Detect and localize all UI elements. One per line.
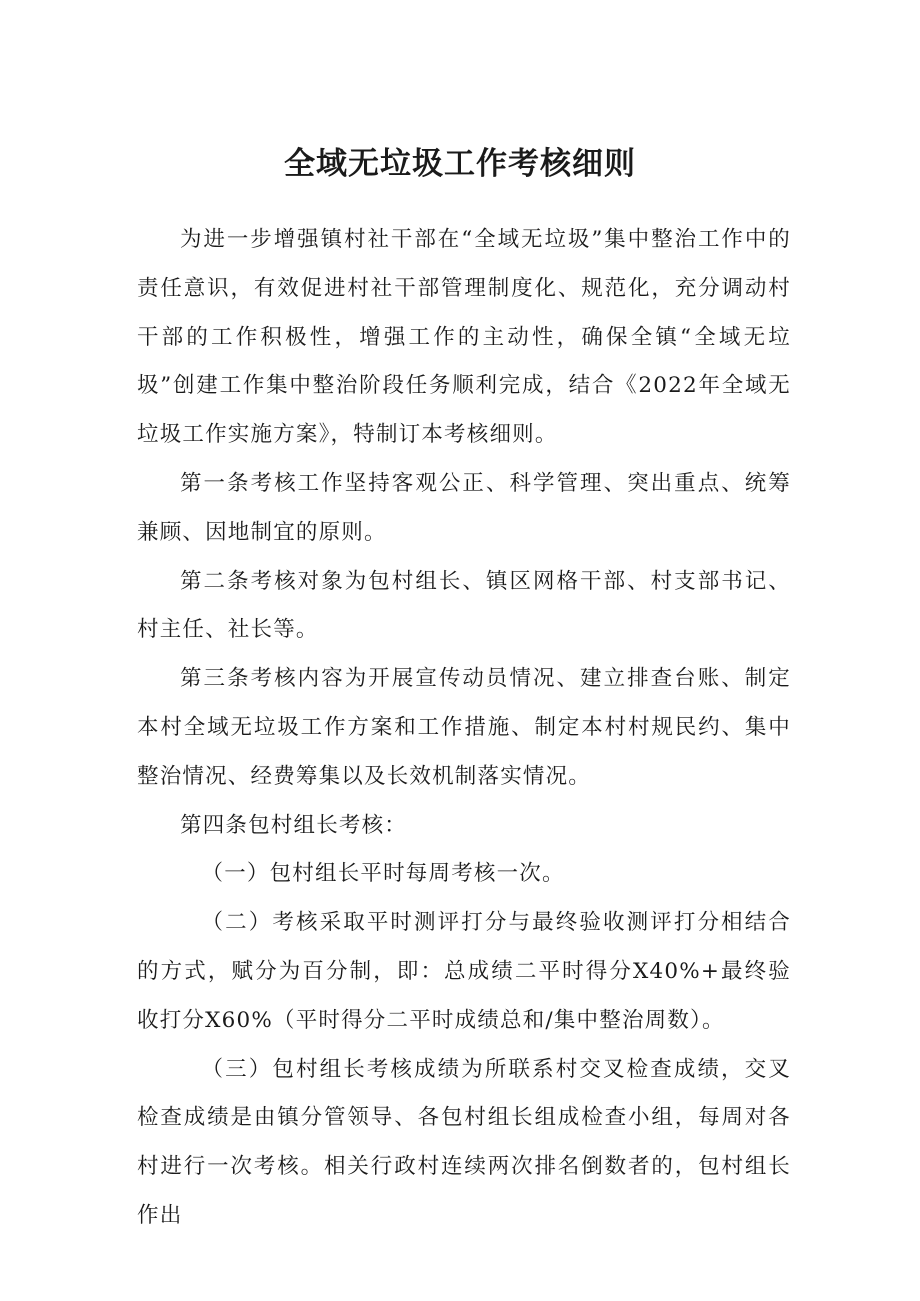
article-2-paragraph: 第二条考核对象为包村组长、镇区网格干部、村支部书记、村主任、社长等。: [137, 568, 791, 643]
document-body: [137, 216, 791, 1241]
article-4-item-2: （二）考核采取平时测评打分与最终验收测评打分相结合的方式，赋分为百分制，即：总成绩二平时得分X40%+最终验收打分X60%（平时得分二平时成绩总和/集中整治周数）。: [137, 910, 791, 1033]
article-4-item-3: （三）包村组长考核成绩为所联系村交叉检查成绩，交叉检查成绩是由镇分管领导、各包村组长组成检查小组，每周对各村进行一次考核。相关行政村连续两次排名倒数者的，包村组长作出: [137, 1056, 791, 1228]
article-4-heading: 第四条包村组长考核：: [180, 812, 408, 838]
article-1-paragraph: 第一条考核工作坚持客观公正、科学管理、突出重点、统筹兼顾、因地制宜的原则。: [137, 470, 791, 545]
article-4-item-1: （一）包村组长平时每周考核一次。: [201, 861, 565, 887]
intro-paragraph: 为进一步增强镇村社干部在“全域无垃圾”集中整治工作中的责任意识，有效促进村社干部管理制度化、规范化，充分调动村干部的工作积极性，增强工作的主动性，确保全镇“全域无垃圾”创建工作集中整治阶段任务顺利完成，结合《2022年全域无垃圾工作实施方案》，特制订本考核细则。: [137, 227, 791, 448]
document-title: 全域无垃圾工作考核细则: [284, 146, 636, 182]
article-3-paragraph: 第三条考核内容为开展宣传动员情况、建立排查台账、制定本村全域无垃圾工作方案和工作措施、制定本村村规民约、集中整治情况、经费筹集以及长效机制落实情况。: [137, 666, 791, 789]
